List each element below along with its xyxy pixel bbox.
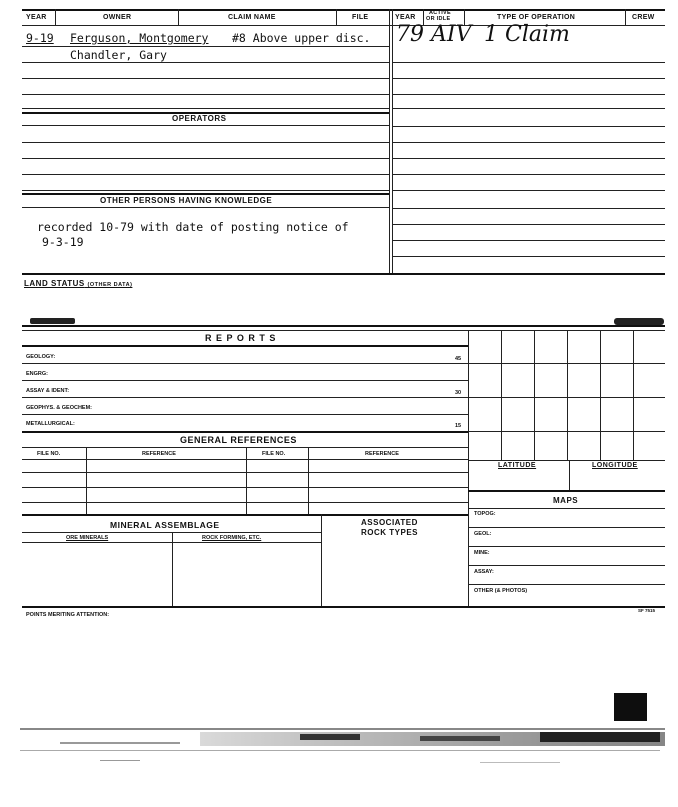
section-line xyxy=(22,273,665,275)
reports-assay: ASSAY & IDENT: xyxy=(26,388,70,394)
row-line xyxy=(22,190,389,191)
section-line xyxy=(468,490,665,492)
row-line xyxy=(392,108,665,109)
row-line xyxy=(392,142,665,143)
maps-title: MAPS xyxy=(553,496,579,505)
section-line xyxy=(22,325,665,327)
row-line xyxy=(22,158,389,159)
row-line xyxy=(392,240,665,241)
other-persons-title: OTHER PERSONS HAVING KNOWLEDGE xyxy=(100,196,273,205)
reports-engrg: ENGRG: xyxy=(26,371,48,377)
header-file: FILE xyxy=(352,14,369,21)
section-line xyxy=(22,345,468,347)
row-line xyxy=(392,208,665,209)
grid-vline xyxy=(633,330,634,460)
row-line xyxy=(392,94,665,95)
scan-noise-band xyxy=(0,720,678,780)
smudge xyxy=(30,318,75,324)
row-line xyxy=(22,472,468,473)
smudge xyxy=(614,318,664,325)
ref-vline xyxy=(246,447,247,514)
entry-hand-year-status: 79 AIV xyxy=(396,22,472,47)
land-status-title xyxy=(24,279,132,288)
grid-vline xyxy=(567,330,568,460)
grid-hline xyxy=(468,363,665,364)
form-number: SF 7515 xyxy=(638,608,656,613)
entry-owner-2: Chandler, Gary xyxy=(70,48,167,62)
row-line xyxy=(468,565,665,566)
entry-claim: #8 Above upper disc. xyxy=(232,31,371,45)
grid-hline xyxy=(468,460,665,461)
ref-reference-1: REFERENCE xyxy=(142,451,176,457)
row-line xyxy=(22,447,468,448)
row-line xyxy=(22,397,468,398)
row-line xyxy=(22,502,468,503)
row-line xyxy=(468,584,665,585)
header-or-idle: OR IDLE xyxy=(426,16,451,22)
reports-n15: 15 xyxy=(455,423,462,429)
rock-forming-label: ROCK FORMING, ETC. xyxy=(202,535,262,541)
top-border xyxy=(22,9,665,11)
row-line xyxy=(22,414,468,415)
reports-n30: 30 xyxy=(455,390,462,396)
ore-minerals-label: ORE MINERALS xyxy=(66,535,109,541)
maps-assay: ASSAY: xyxy=(474,569,494,575)
longitude-label: LONGITUDE xyxy=(592,462,638,469)
header-year: YEAR xyxy=(26,14,47,21)
row-line xyxy=(392,126,665,127)
grid-hline xyxy=(468,431,665,432)
entry-hand-operation: 1 Claim xyxy=(484,22,570,47)
header-owner: OWNER xyxy=(103,14,132,21)
maps-other: OTHER (& PHOTOS) xyxy=(474,588,528,594)
header-type-of-operation: TYPE OF OPERATION xyxy=(497,14,576,21)
row-line xyxy=(22,46,389,47)
row-line xyxy=(22,459,468,460)
grid-vline xyxy=(534,330,535,460)
section-line xyxy=(22,606,665,608)
row-line xyxy=(392,78,665,79)
reports-n45: 45 xyxy=(455,356,462,362)
row-line xyxy=(392,256,665,257)
land-status-sub: (OTHER DATA) xyxy=(87,282,133,288)
row-line xyxy=(392,158,665,159)
section-line xyxy=(22,431,468,433)
ref-vline xyxy=(86,447,87,514)
entry-owner-1: Ferguson, Montgomery xyxy=(70,31,209,45)
ref-file-no-2: FILE NO. xyxy=(262,451,286,457)
ref-reference-2: REFERENCE xyxy=(365,451,399,457)
vsep xyxy=(55,9,56,25)
row-line xyxy=(22,363,468,364)
maps-geol: GEOL: xyxy=(474,531,492,537)
scan-black-block xyxy=(614,693,647,721)
row-line xyxy=(468,546,665,547)
reports-metallurgical: METALLURGICAL: xyxy=(26,421,75,427)
latitude-label: LATITUDE xyxy=(498,462,537,469)
operators-title: OPERATORS xyxy=(172,114,227,123)
grid-hline xyxy=(468,397,665,398)
row-line xyxy=(22,62,389,63)
ref-vline xyxy=(308,447,309,514)
land-status-label: LAND STATUS xyxy=(24,279,85,288)
note-line-2: 9-3-19 xyxy=(42,235,84,249)
row-line xyxy=(22,330,665,331)
main-divider xyxy=(389,9,390,274)
reports-title: R E P O R T S xyxy=(205,333,277,343)
header-year-2: YEAR xyxy=(395,14,416,21)
row-line xyxy=(22,78,389,79)
mineral-vline xyxy=(321,514,322,606)
row-line xyxy=(392,224,665,225)
row-line xyxy=(22,207,389,208)
ref-file-no-1: FILE NO. xyxy=(37,451,61,457)
row-line xyxy=(392,174,665,175)
vsep xyxy=(336,9,337,25)
row-line xyxy=(22,108,389,109)
row-line xyxy=(22,380,468,381)
header-claim-name: CLAIM NAME xyxy=(228,14,276,21)
vsep xyxy=(625,9,626,25)
grid-vline xyxy=(600,330,601,460)
mineral-vline xyxy=(172,532,173,606)
points-meriting-label: POINTS MERITING ATTENTION: xyxy=(26,612,110,618)
row-line xyxy=(22,487,468,488)
entry-year: 9-19 xyxy=(26,31,54,45)
row-line xyxy=(22,94,389,95)
note-line-1: recorded 10-79 with date of posting notice of xyxy=(37,220,349,234)
general-references-title: GENERAL REFERENCES xyxy=(180,435,297,445)
maps-topog: TOPOG: xyxy=(474,511,496,517)
row-line xyxy=(392,190,665,191)
row-line xyxy=(468,508,665,509)
row-line xyxy=(392,62,665,63)
row-line xyxy=(22,174,389,175)
header-active: ACTIVE xyxy=(429,10,451,16)
reports-geophys: GEOPHYS. & GEOCHEM: xyxy=(26,405,93,411)
section-line xyxy=(22,193,389,195)
grid-vline xyxy=(501,330,502,460)
header-crew: CREW xyxy=(632,14,655,21)
reports-geology: GEOLOGY: xyxy=(26,354,56,360)
grid-vline xyxy=(569,460,570,490)
associated-title-1: ASSOCIATED xyxy=(361,518,418,527)
maps-mine: MINE: xyxy=(474,550,490,556)
associated-title-2: ROCK TYPES xyxy=(361,528,419,537)
mineral-assemblage-title: MINERAL ASSEMBLAGE xyxy=(110,520,220,530)
section-line xyxy=(22,514,468,516)
vsep xyxy=(178,9,179,25)
row-line xyxy=(22,125,389,126)
row-line xyxy=(22,142,389,143)
row-line xyxy=(468,527,665,528)
